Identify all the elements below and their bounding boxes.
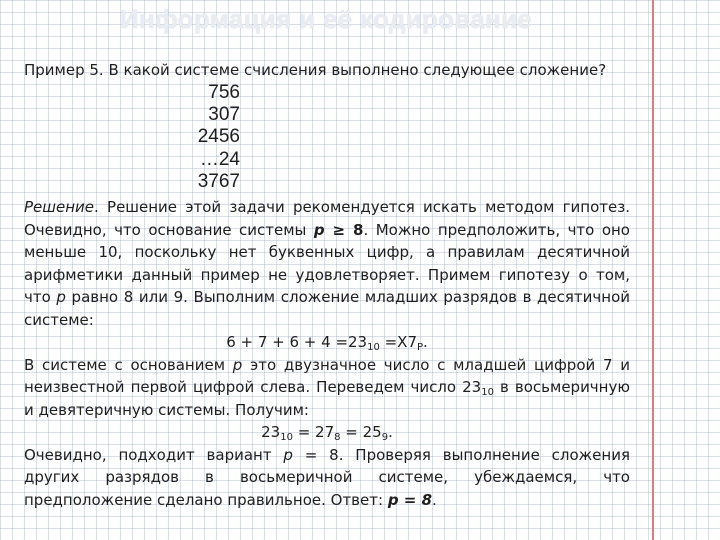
example-question [24, 61, 606, 79]
variable-p: р [56, 288, 66, 306]
equation-text: = 25 [340, 423, 382, 441]
solution-label: Решение [24, 198, 95, 216]
solution-paragraph-3 [24, 444, 630, 512]
addend-1: 756 [208, 82, 240, 103]
subscript: 10 [367, 342, 380, 353]
equation-text: . [423, 333, 428, 351]
solution-text-run: Очевидно, подходит вариант [24, 445, 284, 464]
variable-p: р [232, 355, 243, 374]
equation-text: = 27 [292, 423, 335, 441]
subscript: 10 [481, 387, 494, 398]
equation-2 [24, 421, 630, 444]
equation-1 [24, 331, 630, 354]
answer: р = 8 [387, 490, 432, 509]
example-label: Пример 5. [24, 61, 104, 79]
solution-text-run: В системе с основанием [24, 355, 233, 374]
example-question-text: В какой системе счисления выполнено следующее сложение? [103, 61, 607, 79]
equation-text: 23 [261, 423, 281, 441]
equation-text: 6 + 7 + 6 + 4 =23 [226, 333, 368, 351]
notebook-margin-line [652, 0, 654, 540]
variable-p: р [313, 220, 325, 239]
sum-result: 3767 [197, 170, 240, 192]
addend-4: …24 [199, 148, 240, 170]
slide-title: Информация и её кодирование [119, 4, 533, 34]
solution-text-run: . Решение этой задачи рекомендуется искать методом гипотез. Очевидно, что основание системы [24, 198, 630, 239]
addend-3: 2456 [197, 126, 240, 148]
inequality: ≥ 8 [324, 220, 364, 239]
equation-text: =X7 [379, 333, 417, 351]
solution-text-run: равно 8 или 9. Выполним сложение младших разрядов в десятичной системе: [24, 288, 630, 329]
variable-p: р [283, 445, 293, 464]
subscript: 10 [280, 432, 293, 443]
subscript: P [417, 342, 424, 353]
solution-text-run: в восьмеричную и девятеричную системы. Получим: [24, 378, 630, 419]
solution-text-run: . [432, 490, 437, 509]
addition-column [188, 82, 240, 193]
addend-2: 307 [208, 104, 240, 126]
solution-text-run: . Можно предположить, что оно меньше 10, поскольку нет буквенных цифр, а правилам десятичной арифметики данный пример не удовлетворяет. Примем гипотезу о том, что [24, 220, 630, 306]
solution-paragraph-1 [24, 196, 630, 331]
solution-text-run: = 8. Проверяя выполнение сложения других разрядов в восьмеричной системе, убеждаемся, что предположение сделано правильное. Ответ: [24, 445, 630, 509]
solution-text [24, 196, 630, 511]
subscript: 8 [334, 432, 341, 443]
subscript: 9 [381, 432, 389, 443]
solution-text-run: это двузначное число с младшей цифрой 7 и неизвестной первой цифрой слева. Переведем число 23 [24, 355, 630, 396]
equation-text: . [388, 423, 393, 441]
solution-paragraph-2 [24, 354, 630, 422]
